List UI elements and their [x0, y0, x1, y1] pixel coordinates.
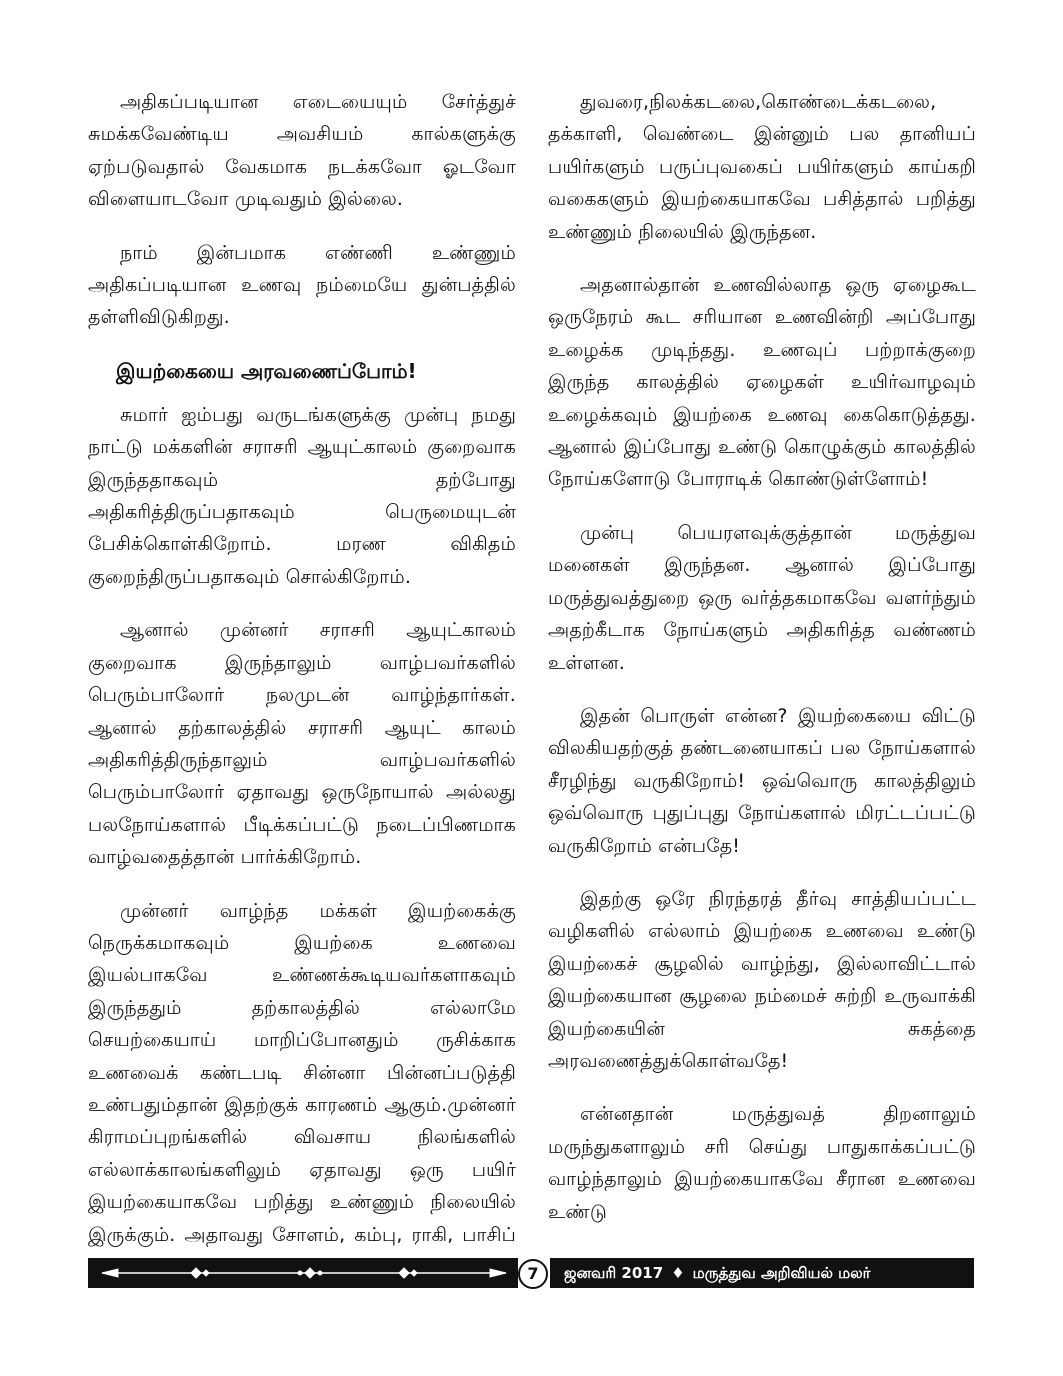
magazine-title: மருத்துவ அறிவியல் மலர்	[692, 1264, 871, 1282]
paragraph: நாம் இன்பமாக எண்ணி உண்ணும் அதிகப்படியான உணவு நம்மையே துன்பத்தில் தள்ளிவிடுகிறது.	[88, 241, 516, 329]
footer-ornament-band	[88, 1258, 518, 1288]
left-column	[88, 86, 516, 1304]
paragraph: அதனால்தான் உணவில்லாத ஒரு ஏழைகூட ஒருநேரம் கூட சரியான உணவின்றி அப்போது உழைக்க முடிந்தது. உணவுப் பற்றாக்குறை இருந்த காலத்தில் ஏழைகள் உயிர்வாழவும் உழைக்கவும் இயற்கை உணவு கைகொடுத்தது. ஆனால் இப்போது உண்டு கொழுக்கும் காலத்தில் நோய்களோடு போராடிக் கொண்டுள்ளோம்!	[548, 274, 976, 491]
issue-date: ஜனவரி 2017	[564, 1264, 664, 1282]
page-number: 7	[518, 1259, 548, 1289]
paragraph: சுமார் ஐம்பது வருடங்களுக்கு முன்பு நமது நாட்டு மக்களின் சராசரி ஆயுட்காலம் குறைவாக இருந்ததாகவும் தற்போது அதிகரித்திருப்பதாகவும் பெருமையுடன் பேசிக்கொள்கிறோம். மரண விகிதம் குறைந்திருப்பதாகவும் சொல்கிறோம்.	[88, 403, 516, 588]
diamond-icon: ♦	[671, 1264, 685, 1282]
footer-title-band	[550, 1258, 974, 1288]
ornament-line-icon	[88, 1258, 518, 1288]
right-column	[548, 86, 976, 1249]
page-footer	[88, 1258, 974, 1288]
paragraph: முன்னர் வாழ்ந்த மக்கள் இயற்கைக்கு நெருக்கமாகவும் இயற்கை உணவை இயல்பாகவே உண்ணக்கூடியவர்களாகவும் இருந்ததும் தற்காலத்தில் எல்லாமே செயற்கையாய் மாறிப்போனதும் ருசிக்காக உணவைக் கண்டபடி சின்னா பின்னப்படுத்தி உண்பதும்தான் இதற்குக் காரணம் ஆகும்.முன்னர் கிராமப்புறங்களில் விவசாய நிலங்களில் எல்லாக்காலங்களிலும் ஏதாவது ஒரு பயிர் இயற்கையாகவே பறித்து உண்ணும் நிலையில் இருக்கும். அதாவது சோளம், கம்பு, ராகி, பாசிப்	[88, 899, 516, 1246]
paragraph: முன்பு பெயரளவுக்குத்தான் மருத்துவ மனைகள் இருந்தன. ஆனால் இப்போது மருத்துவத்துறை ஒரு வர்த்தகமாகவே வளர்ந்தும் அதற்கீடாக நோய்களும் அதிகரித்த வண்ணம் உள்ளன.	[548, 521, 976, 674]
paragraph: என்னதான் மருத்துவத் திறனாலும் மருந்துகளாலும் சரி செய்து பாதுகாக்கப்பட்டு வாழ்ந்தாலும் இயற்கையாகவே சீரான உணவை உண்டு	[548, 1103, 976, 1223]
section-heading: இயற்கையை அரவணைப்போம்!	[116, 358, 417, 383]
paragraph: ஆனால் முன்னர் சராசரி ஆயுட்காலம் குறைவாக இருந்தாலும் வாழ்பவர்களில் பெரும்பாலோர் நலமுடன் வாழ்ந்தார்கள். ஆனால் தற்காலத்தில் சராசரி ஆயுட் காலம் அதிகரித்திருந்தாலும் வாழ்பவர்களில் பெரும்பாலோர் ஏதாவது ஒருநோயால் அல்லது பலநோய்களால் பீடிக்கப்பட்டு நடைப்பிணமாக வாழ்வதைத்தான் பார்க்கிறோம்.	[88, 619, 516, 869]
paragraph: இதற்கு ஒரே நிரந்தரத் தீர்வு சாத்தியப்பட்ட வழிகளில் எல்லாம் இயற்கை உணவை உண்டு இயற்கைச் சூழலில் வாழ்ந்து, இல்லாவிட்டால் இயற்கையான சூழலை நம்மைச் சுற்றி உருவாக்கி இயற்கையின் சுகத்தை அரவணைத்துக்கொள்வதே!	[548, 887, 976, 1072]
paragraph: துவரை,நிலக்கடலை,கொண்டைக்கடலை, தக்காளி, வெண்டை இன்னும் பல தானியப் பயிர்களும் பருப்புவகைப் பயிர்களும் காய்கறி வகைகளும் இயற்கையாகவே பசித்தால் பறித்து உண்ணும் நிலையில் இருந்தன.	[548, 91, 976, 243]
paragraph: அதிகப்படியான எடையையும் சேர்த்துச் சுமக்கவேண்டிய அவசியம் கால்களுக்கு ஏற்படுவதால் வேகமாக நடக்கவோ ஓடவோ விளையாடவோ முடிவதும் இல்லை.	[88, 91, 516, 211]
paragraph: இதன் பொருள் என்ன? இயற்கையை விட்டு விலகியதற்குத் தண்டனையாகப் பல நோய்களால் சீரழிந்து வருகிறோம்! ஒவ்வொரு காலத்திலும் ஒவ்வொரு புதுப்புது நோய்களால் மிரட்டப்பட்டு வருகிறோம் என்பதே!	[548, 704, 976, 857]
